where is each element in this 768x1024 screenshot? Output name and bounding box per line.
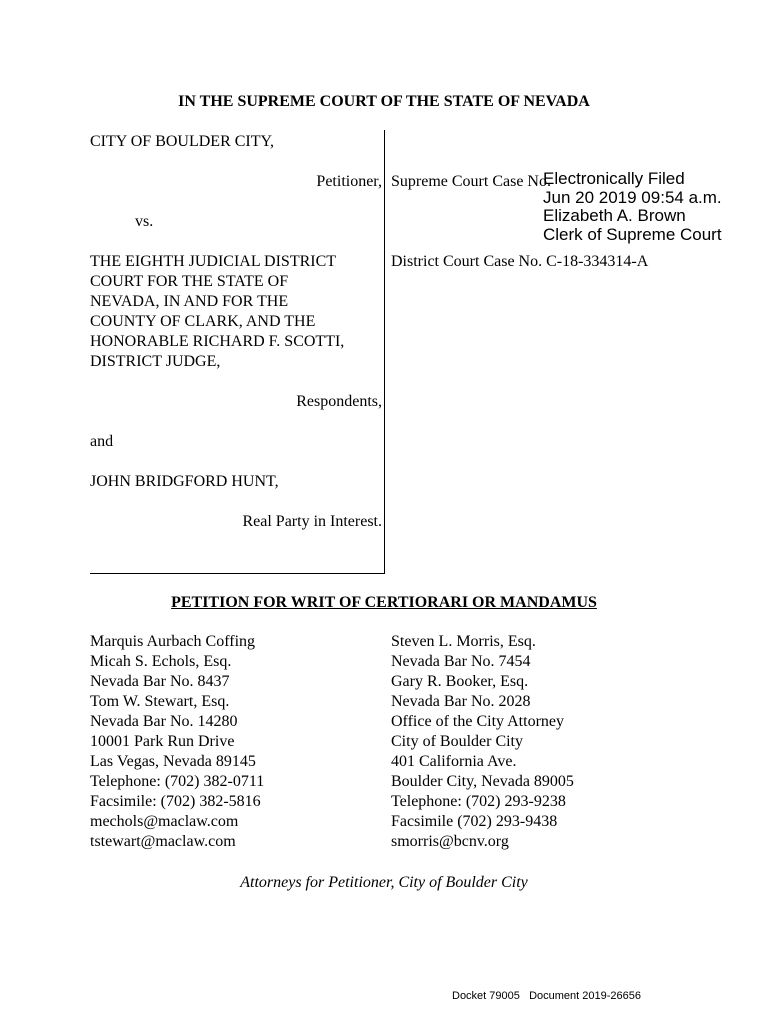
counsel-line: Marquis Aurbach Coffing [90,633,256,650]
counsel-email: tstewart@maclaw.com [90,833,236,850]
counsel-line: 401 California Ave. [391,753,517,770]
counsel-line: Facsimile (702) 293-9438 [391,813,558,830]
stamp-line: Clerk of Supreme Court [543,224,722,244]
respondent-line: DISTRICT JUDGE, [90,353,221,370]
real-party-role: Real Party in Interest. [242,513,382,530]
document-number: Document 2019-26656 [529,990,641,1002]
court-heading: IN THE SUPREME COURT OF THE STATE OF NEVADA [178,93,590,110]
petition-title-text: PETITION FOR WRIT OF CERTIORARI OR MANDAMUS [171,594,597,611]
counsel-line: Gary R. Booker, Esq. [391,673,529,690]
caption-horizontal-rule [90,573,385,574]
district-court-case-number: District Court Case No. C-18-334314-A [391,253,649,270]
counsel-email: mechols@maclaw.com [90,813,239,830]
counsel-line: Nevada Bar No. 2028 [391,693,531,710]
petition-title [0,594,768,612]
caption-vertical-rule [384,130,385,573]
counsel-line: Las Vegas, Nevada 89145 [90,753,256,770]
docket-number: Docket 79005 [452,990,520,1002]
stamp-line: Elizabeth A. Brown [543,206,686,225]
counsel-line: Nevada Bar No. 8437 [90,673,230,690]
counsel-line: Steven L. Morris, Esq. [391,633,536,650]
counsel-line: 10001 Park Run Drive [90,733,235,750]
petitioner-role: Petitioner, [316,173,382,190]
counsel-line: Telephone: (702) 382-0711 [90,773,265,790]
docket-footer [452,990,641,1002]
counsel-line: City of Boulder City [391,733,523,750]
respondent-line: NEVADA, IN AND FOR THE [90,293,289,310]
counsel-line: Micah S. Echols, Esq. [90,653,232,670]
counsel-right-block [391,632,574,852]
counsel-line: Nevada Bar No. 7454 [391,653,531,670]
respondent-line: COUNTY OF CLARK, AND THE [90,313,316,330]
and-text: and [90,433,114,450]
versus-text: vs. [135,213,154,230]
real-party-name: JOHN BRIDGFORD HUNT, [90,473,279,490]
electronic-filing-stamp [543,170,722,244]
counsel-line: Tom W. Stewart, Esq. [90,693,230,710]
petitioner-name: CITY OF BOULDER CITY, [90,133,275,150]
counsel-email: smorris@bcnv.org [391,833,509,850]
counsel-line: Facsimile: (702) 382-5816 [90,793,261,810]
counsel-left-block [90,632,264,852]
attorneys-for-line: Attorneys for Petitioner, City of Boulder City [240,874,528,891]
counsel-line: Boulder City, Nevada 89005 [391,773,574,790]
counsel-line: Office of the City Attorney [391,713,564,730]
respondent-line: COURT FOR THE STATE OF [90,273,289,290]
stamp-line: Electronically Filed [543,169,685,188]
counsel-line: Nevada Bar No. 14280 [90,713,238,730]
respondents-role: Respondents, [296,393,382,410]
stamp-line: Jun 20 2019 09:54 a.m. [543,187,722,207]
supreme-court-case-number: Supreme Court Case No. [391,173,551,190]
counsel-line: Telephone: (702) 293-9238 [391,793,566,810]
respondent-line: THE EIGHTH JUDICIAL DISTRICT [90,253,337,270]
respondent-line: HONORABLE RICHARD F. SCOTTI, [90,333,345,350]
